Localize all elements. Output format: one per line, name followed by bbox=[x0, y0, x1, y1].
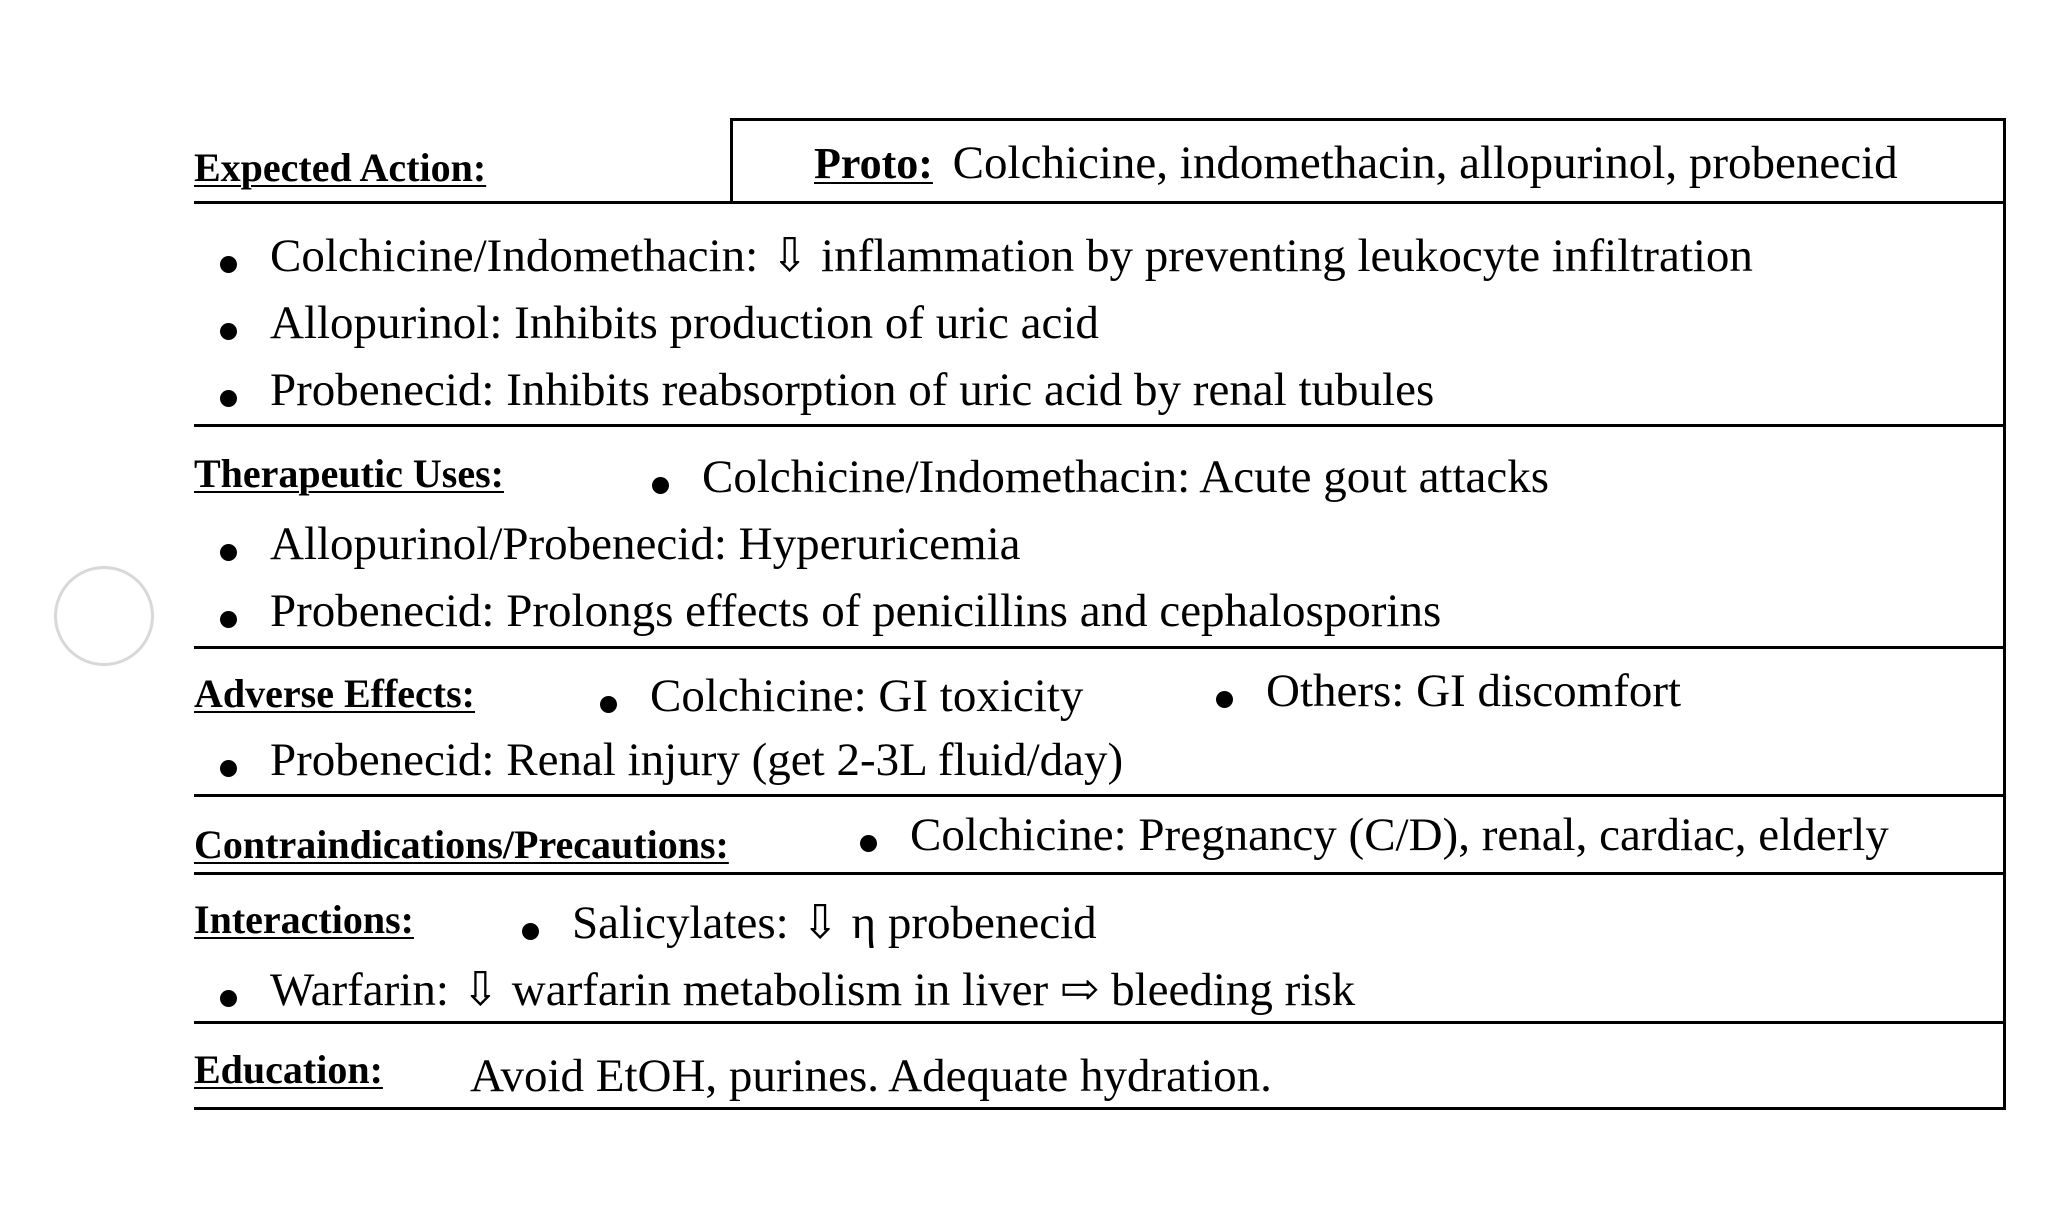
proto-text: Colchicine, indomethacin, allopurinol, probenecid bbox=[952, 137, 1898, 189]
divider-after-interactions bbox=[194, 1021, 2006, 1024]
scroll-circle-button[interactable] bbox=[54, 566, 154, 666]
bullet-icon bbox=[1216, 691, 1233, 708]
proto-box-left-border bbox=[730, 118, 733, 204]
therapeutic-uses-item: Colchicine/Indomethacin: Acute gout attacks bbox=[702, 451, 1550, 503]
therapeutic-uses-label: Therapeutic Uses: bbox=[194, 451, 504, 496]
interactions-item: Warfarin: ⇩ warfarin metabolism in liver ⇨ bleeding risk bbox=[270, 964, 1356, 1016]
adverse-effects-item: Probenecid: Renal injury (get 2-3L fluid/day) bbox=[270, 734, 1124, 786]
expected-action-item: Colchicine/Indomethacin: ⇩ inflammation by preventing leukocyte infiltration bbox=[270, 230, 1753, 282]
expected-action-item: Probenecid: Inhibits reabsorption of uric acid by renal tubules bbox=[270, 364, 1435, 416]
proto-label: Proto: bbox=[814, 139, 933, 188]
divider-after-contraindications bbox=[194, 872, 2006, 875]
interactions-item: Salicylates: ⇩ η probenecid bbox=[572, 897, 1097, 949]
interactions-label: Interactions: bbox=[194, 897, 414, 942]
bullet-icon bbox=[652, 477, 669, 494]
bullet-icon bbox=[860, 835, 877, 852]
bullet-icon bbox=[220, 990, 237, 1007]
bullet-icon bbox=[220, 390, 237, 407]
expected-action-item: Allopurinol: Inhibits production of uric acid bbox=[270, 297, 1099, 349]
bullet-icon bbox=[600, 696, 617, 713]
adverse-effects-item: Colchicine: GI toxicity bbox=[650, 670, 1084, 722]
education-text: Avoid EtOH, purines. Adequate hydration. bbox=[470, 1050, 1272, 1102]
education-label: Education: bbox=[194, 1047, 383, 1092]
table-border-bottom bbox=[194, 1107, 2006, 1110]
therapeutic-uses-item: Allopurinol/Probenecid: Hyperuricemia bbox=[270, 518, 1021, 570]
proto-box-bottom-border bbox=[730, 201, 2006, 204]
contraindications-label: Contraindications/Precautions: bbox=[194, 822, 729, 867]
therapeutic-uses-item: Probenecid: Prolongs effects of penicillins and cephalosporins bbox=[270, 585, 1442, 637]
expected-action-underline-border bbox=[194, 201, 733, 204]
bullet-icon bbox=[220, 256, 237, 273]
divider-after-therapeutic-uses bbox=[194, 646, 2006, 649]
table-border-right bbox=[2003, 118, 2006, 1110]
bullet-icon bbox=[220, 544, 237, 561]
bullet-icon bbox=[522, 923, 539, 940]
divider-after-adverse-effects bbox=[194, 794, 2006, 797]
bullet-icon bbox=[220, 760, 237, 777]
table-border-top bbox=[730, 118, 2006, 121]
proto-line bbox=[814, 137, 1898, 189]
bullet-icon bbox=[220, 611, 237, 628]
contraindications-item: Colchicine: Pregnancy (C/D), renal, cardiac, elderly bbox=[910, 809, 1889, 861]
bullet-icon bbox=[220, 323, 237, 340]
drug-summary-card bbox=[194, 118, 2006, 1110]
divider-after-expected-action bbox=[194, 424, 2006, 427]
expected-action-label: Expected Action: bbox=[194, 145, 487, 190]
adverse-effects-label: Adverse Effects: bbox=[194, 671, 475, 716]
adverse-effects-item: Others: GI discomfort bbox=[1266, 665, 1682, 717]
